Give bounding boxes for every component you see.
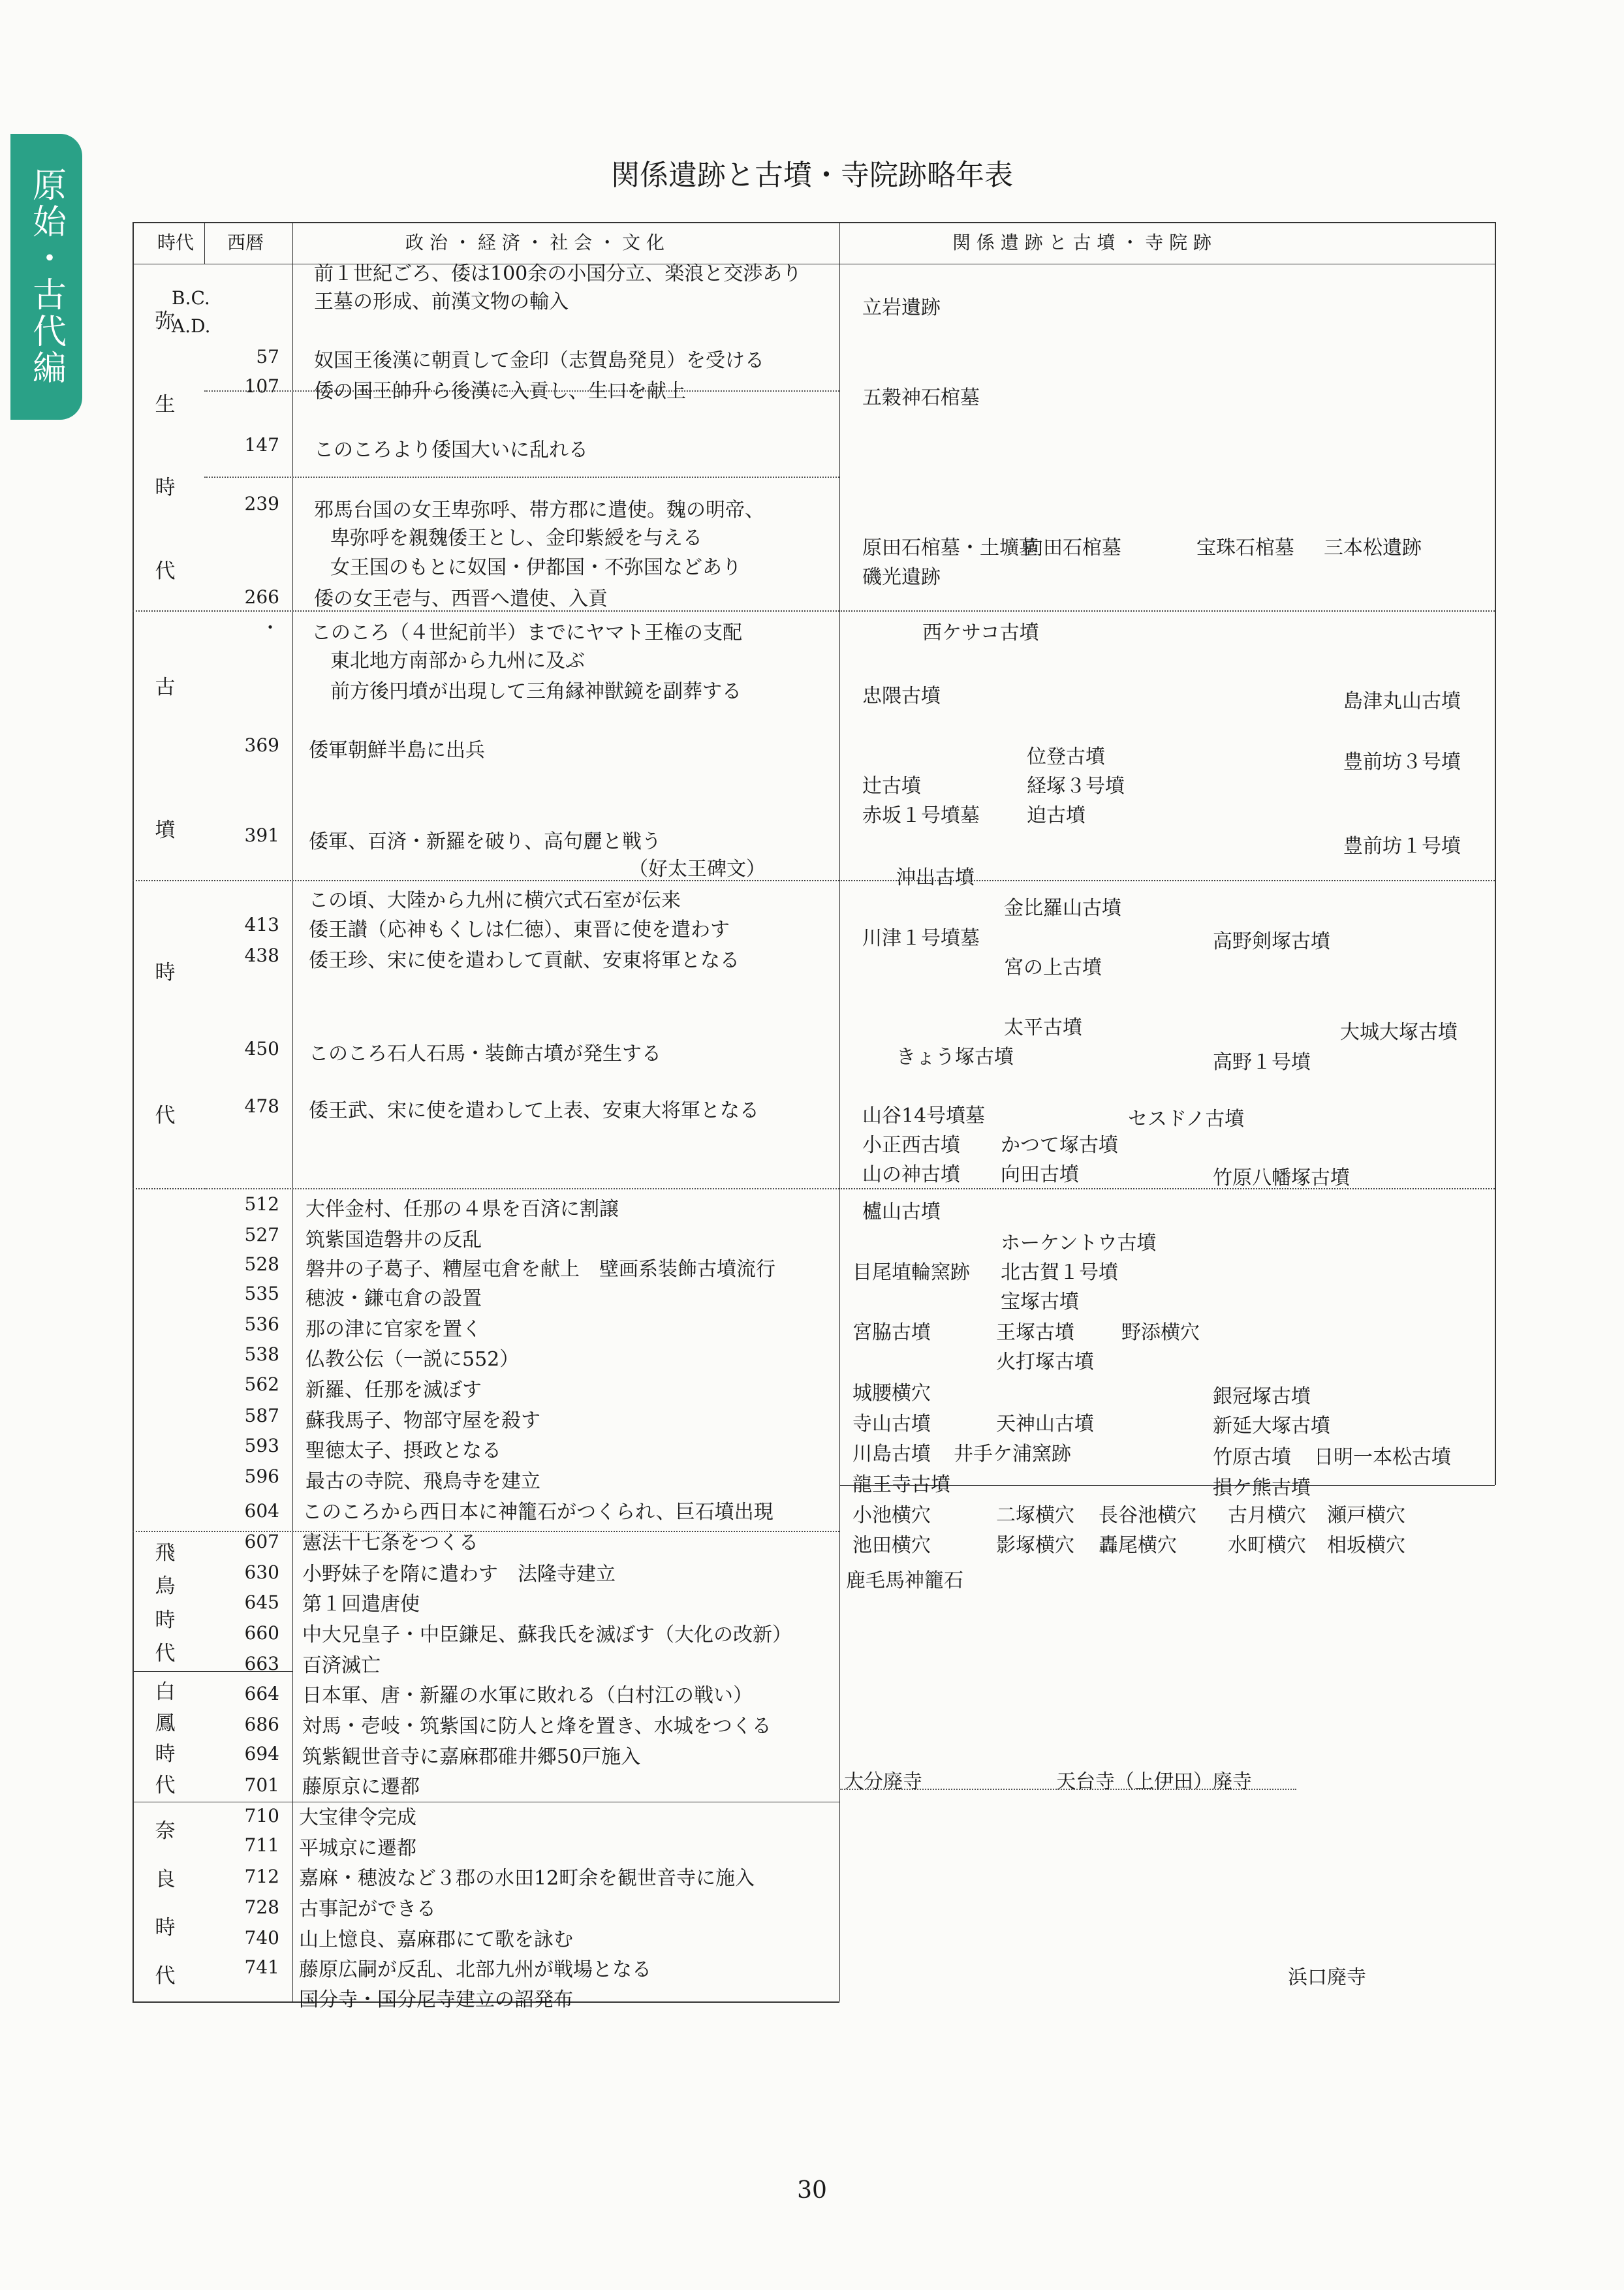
site-name: 龍王寺古墳	[852, 1473, 950, 1496]
year-cell: 593	[244, 1435, 279, 1456]
event-text: 中大兄皇子・中臣鎌足、蘇我氏を滅ぼす（大化の改新）	[302, 1623, 792, 1646]
site-name: 目尾埴輪窯跡	[852, 1261, 970, 1284]
event-text: 国分寺・国分尼寺建立の詔発布	[299, 1988, 573, 2011]
event-text: このころから西日本に神籠石がつくられ、巨石墳出現	[302, 1501, 773, 1524]
site-name: 北古賀１号墳	[1001, 1261, 1118, 1284]
event-text: 日本軍、唐・新羅の水軍に敗れる（白村江の戦い）	[302, 1684, 753, 1707]
site-name: 水町横穴	[1228, 1534, 1306, 1557]
year-cell: 266	[244, 586, 279, 608]
site-name: 瀬戸横穴	[1327, 1504, 1405, 1527]
era-char: 代	[155, 1104, 176, 1128]
site-name: 辻古墳	[862, 775, 921, 798]
era-3	[151, 1534, 180, 1668]
site-name: 原田石棺墓・土壙墓	[862, 537, 1038, 559]
event-text: このころより倭国大いに乱れる	[314, 439, 588, 462]
site-name: 金比羅山古墳	[1004, 897, 1121, 920]
dotted-boundary	[133, 880, 1495, 881]
event-text: 倭軍朝鮮半島に出兵	[309, 739, 485, 762]
era-char: 鳳	[155, 1711, 176, 1735]
site-name: 川津１号墳墓	[862, 927, 980, 950]
era-char: 良	[155, 1868, 176, 1892]
site-name: 宝珠石棺墓	[1196, 537, 1294, 559]
site-name: 竹原古墳	[1213, 1446, 1291, 1469]
site-name: きょう塚古墳	[896, 1046, 1014, 1069]
era-char: 飛	[155, 1541, 176, 1565]
site-name: 五穀神石棺墓	[862, 386, 980, 409]
year-cell: 728	[244, 1896, 279, 1918]
year-cell: 587	[244, 1405, 279, 1426]
site-name: 櫨山古墳	[862, 1200, 941, 1223]
year-cell: 512	[244, 1193, 279, 1215]
page-title: 関係遺跡と古墳・寺院跡略年表	[611, 159, 1013, 192]
year-cell: 536	[244, 1313, 279, 1335]
site-name: 銀冠塚古墳	[1213, 1385, 1311, 1408]
sites-column-border	[839, 222, 840, 2001]
year-cell: 630	[244, 1561, 279, 1583]
site-name: 損ケ熊古墳	[1213, 1477, 1311, 1499]
event-text: 前方後円墳が出現して三角縁神獣鏡を副葬する	[330, 680, 742, 703]
year-cell: 57	[256, 346, 279, 368]
era-char: 代	[155, 559, 176, 583]
event-text: 新羅、任那を滅ぼす	[305, 1379, 482, 1402]
site-name: 迫古墳	[1027, 804, 1085, 827]
site-name: 立岩遺跡	[862, 296, 941, 319]
event-text: 最古の寺院、飛鳥寺を建立	[305, 1470, 540, 1493]
event-text: 前１世紀ごろ、倭は100余の小国分立、楽浪と交渉あり	[314, 262, 802, 285]
site-name: 大城大塚古墳	[1340, 1021, 1458, 1044]
year-cell: A.D.	[172, 315, 211, 337]
event-text: 平城京に遷都	[299, 1837, 416, 1860]
header-year: 西暦	[227, 232, 264, 253]
site-name: 赤坂１号墳墓	[862, 804, 980, 827]
year-cell: 645	[244, 1592, 279, 1613]
event-text: 聖徳太子、摂政となる	[305, 1439, 501, 1462]
site-name: 城腰横穴	[852, 1382, 931, 1405]
site-name: 小正西古墳	[862, 1134, 960, 1157]
year-cell: 239	[244, 493, 279, 514]
year-cell: 535	[244, 1283, 279, 1304]
event-text: 百済滅亡	[302, 1654, 381, 1677]
year-cell: 596	[244, 1466, 279, 1487]
site-name: 長谷池横穴	[1099, 1504, 1196, 1527]
site-name: 向田古墳	[1001, 1163, 1079, 1186]
event-text: 大宝律令完成	[299, 1806, 416, 1829]
header-era: 時代	[157, 232, 195, 253]
year-cell: ・	[260, 617, 279, 638]
site-name: 天台寺（上伊田）廃寺	[1056, 1770, 1252, 1793]
year-cell: 147	[244, 434, 279, 456]
site-name: 宝塚古墳	[1001, 1291, 1079, 1313]
site-name: 新延大塚古墳	[1213, 1415, 1330, 1437]
site-name: 宮脇古墳	[852, 1321, 931, 1344]
era-char: 弥	[155, 309, 176, 334]
year-cell: 740	[244, 1927, 279, 1949]
site-name: 井手ケ浦窯跡	[954, 1443, 1071, 1466]
event-text: 大伴金村、任那の４県を百済に割譲	[305, 1198, 619, 1221]
section-tab-label: 原始・古代編	[26, 167, 66, 386]
site-name: 高野剣塚古墳	[1213, 930, 1330, 953]
site-name: 王塚古墳	[996, 1321, 1074, 1344]
site-name: 鹿毛馬神籠石	[846, 1569, 963, 1592]
event-text: このころ（４世紀前半）までにヤマト王権の支配	[311, 621, 742, 644]
table-right-border	[1495, 222, 1496, 1485]
site-name: 島津丸山古墳	[1343, 690, 1461, 713]
year-cell: 663	[244, 1653, 279, 1674]
era-char: 時	[155, 961, 176, 985]
year-cell: 538	[244, 1343, 279, 1365]
event-text: 第１回遣唐使	[302, 1593, 420, 1616]
era-char: 代	[155, 1773, 176, 1797]
event-text: 倭王武、宋に使を遣わして上表、安東大将軍となる	[309, 1099, 759, 1122]
header-divider-era	[204, 222, 205, 264]
event-text: 筑紫国造磐井の反乱	[305, 1229, 482, 1251]
event-text: 磐井の子葛子、糟屋屯倉を献上 壁画系装飾古墳流行	[305, 1258, 775, 1281]
era-char: 時	[155, 1608, 176, 1632]
site-name: 忠隈古墳	[862, 685, 941, 708]
era-2	[151, 614, 180, 1185]
year-cell: 527	[244, 1224, 279, 1246]
era-char: 時	[155, 1915, 176, 1939]
event-text: 山上憶良、嘉麻郡にて歌を詠む	[299, 1928, 573, 1951]
site-name: 火打塚古墳	[996, 1351, 1094, 1373]
event-text: 那の津に官家を置く	[305, 1318, 482, 1341]
year-cell: 478	[244, 1095, 279, 1117]
event-text: 仏教公伝（一説に552）	[305, 1348, 520, 1371]
site-name: 竹原八幡塚古墳	[1213, 1167, 1350, 1189]
site-name: 向田石棺墓	[1023, 537, 1121, 559]
event-text: 東北地方南部から九州に及ぶ	[330, 650, 585, 672]
site-name: 小池横穴	[852, 1504, 931, 1527]
site-name: 高野１号墳	[1213, 1051, 1311, 1074]
site-name: 池田横穴	[852, 1534, 931, 1557]
year-cell: 607	[244, 1531, 279, 1552]
era-char: 生	[155, 392, 176, 416]
year-cell: 686	[244, 1714, 279, 1735]
year-cell: 528	[244, 1253, 279, 1275]
era-char: 時	[155, 476, 176, 500]
site-name: 宮の上古墳	[1004, 956, 1102, 979]
site-name: かつて塚古墳	[1001, 1134, 1118, 1157]
site-name: セスドノ古墳	[1128, 1108, 1245, 1131]
site-name: 日明一本松古墳	[1314, 1446, 1451, 1469]
site-name: 経塚３号墳	[1027, 775, 1125, 798]
header-events: 政 治 ・ 経 済 ・ 社 会 ・ 文 化	[405, 232, 665, 253]
era-char: 鳥	[155, 1575, 176, 1599]
year-cell: B.C.	[172, 287, 210, 309]
event-text: 倭王讃（応神もくしは仁徳）、東晋に使を遣わす	[309, 918, 730, 941]
site-name: 太平古墳	[1004, 1016, 1082, 1039]
year-cell: 710	[244, 1805, 279, 1827]
year-cell: 369	[244, 734, 279, 756]
event-text: この頃、大陸から九州に横穴式石室が伝来	[309, 889, 681, 912]
site-name: 野添横穴	[1121, 1321, 1200, 1344]
event-text: 倭王珍、宋に使を遣わして貢献、安東将軍となる	[309, 949, 740, 972]
site-name: 山の神古墳	[862, 1163, 960, 1186]
site-name: 二塚横穴	[996, 1504, 1074, 1527]
site-name: 相坂横穴	[1327, 1534, 1405, 1557]
site-name: 浜口廃寺	[1288, 1966, 1366, 1989]
site-name: 古月横穴	[1228, 1504, 1306, 1527]
event-text: 古事記ができる	[299, 1898, 436, 1921]
site-name: 磯光遺跡	[862, 566, 941, 589]
year-cell: 701	[244, 1774, 279, 1796]
event-text: 蘇我馬子、物部守屋を殺す	[305, 1409, 540, 1432]
site-name: 大分廃寺	[844, 1770, 922, 1793]
header-sites: 関 係 遺 跡 と 古 墳 ・ 寺 院 跡	[952, 232, 1212, 253]
event-text: このころ石人石馬・装飾古墳が発生する	[309, 1043, 661, 1065]
dotted-separator	[204, 477, 839, 478]
event-text: 筑紫観世音寺に嘉麻郡碓井郷50戸施入	[302, 1746, 641, 1768]
table-left-border	[133, 222, 134, 2001]
year-cell: 391	[244, 824, 279, 846]
year-cell: 741	[244, 1956, 279, 1978]
event-text: 倭の国王帥升ら後漢に入貢し、生口を献上	[314, 380, 686, 403]
event-text: 王墓の形成、前漢文物の輸入	[314, 290, 569, 313]
site-name: 位登古墳	[1027, 745, 1105, 768]
event-text: 邪馬台国の女王卑弥呼、帯方郡に遣使。魏の明帝、	[314, 499, 764, 522]
era-char: 墳	[155, 818, 176, 842]
site-name: 豊前坊３号墳	[1343, 751, 1461, 774]
year-cell: 712	[244, 1866, 279, 1887]
dotted-separator	[204, 1188, 839, 1189]
year-cell: 694	[244, 1743, 279, 1765]
site-name: 三本松遺跡	[1324, 537, 1422, 559]
era-char: 時	[155, 1742, 176, 1766]
table-top-border	[133, 222, 1495, 223]
event-text: 嘉麻・穂波など３郡の水田12町余を観世音寺に施入	[299, 1867, 755, 1890]
era-char: 代	[155, 1641, 176, 1665]
event-text: 小野妹子を隋に遣わす 法隆寺建立	[302, 1563, 616, 1586]
site-name: 豊前坊１号墳	[1343, 835, 1461, 858]
event-text: 藤原京に遷都	[302, 1776, 420, 1798]
event-text: 穂波・鎌屯倉の設置	[305, 1287, 482, 1310]
year-cell: 107	[244, 375, 279, 397]
year-cell: 664	[244, 1683, 279, 1704]
site-name: 沖出古墳	[896, 866, 975, 889]
year-cell: 413	[244, 914, 279, 935]
era-4	[151, 1674, 180, 1798]
event-text: 藤原広嗣が反乱、北部九州が戦場となる	[299, 1958, 651, 1981]
event-text: 憲法十七条をつくる	[302, 1531, 478, 1554]
chronology-table	[133, 222, 1495, 2011]
site-name: 寺山古墳	[852, 1413, 931, 1435]
event-text: （好太王碑文）	[629, 858, 766, 881]
event-text: 対馬・壱岐・筑紫国に防人と烽を置き、水城をつくる	[302, 1715, 772, 1738]
site-name: 影塚横穴	[996, 1534, 1074, 1557]
year-cell: 660	[244, 1622, 279, 1644]
site-name: 川島古墳	[852, 1443, 931, 1466]
site-name: ホーケントウ古墳	[1001, 1232, 1157, 1255]
year-cell: 450	[244, 1038, 279, 1059]
site-name: 山谷14号墳墓	[862, 1105, 986, 1127]
event-text: 奴国王後漢に朝貢して金印（志賀島発見）を受ける	[314, 349, 764, 372]
site-name: 西ケサコ古墳	[922, 621, 1039, 644]
event-text: 女王国のもとに奴国・伊都国・不弥国などあり	[330, 556, 742, 579]
era-char: 古	[155, 675, 176, 699]
era-char: 代	[155, 1964, 176, 1988]
year-column-border	[292, 222, 293, 2001]
year-cell: 604	[244, 1500, 279, 1522]
year-cell: 711	[244, 1834, 279, 1856]
event-text: 倭軍、百済・新羅を破り、高句麗と戦う	[309, 830, 661, 853]
site-name: 轟尾横穴	[1099, 1534, 1177, 1557]
era-char: 奈	[155, 1819, 176, 1843]
event-text: 倭の女王壱与、西晋へ遣使、入貢	[314, 588, 608, 610]
page-number: 30	[797, 2177, 827, 2204]
era-char: 白	[155, 1680, 176, 1704]
era-5	[151, 1805, 180, 1998]
year-cell: 438	[244, 945, 279, 966]
event-text: 卑弥呼を親魏倭王とし、金印紫綬を与える	[330, 527, 702, 550]
site-name: 天神山古墳	[996, 1413, 1094, 1435]
year-cell: 562	[244, 1373, 279, 1395]
